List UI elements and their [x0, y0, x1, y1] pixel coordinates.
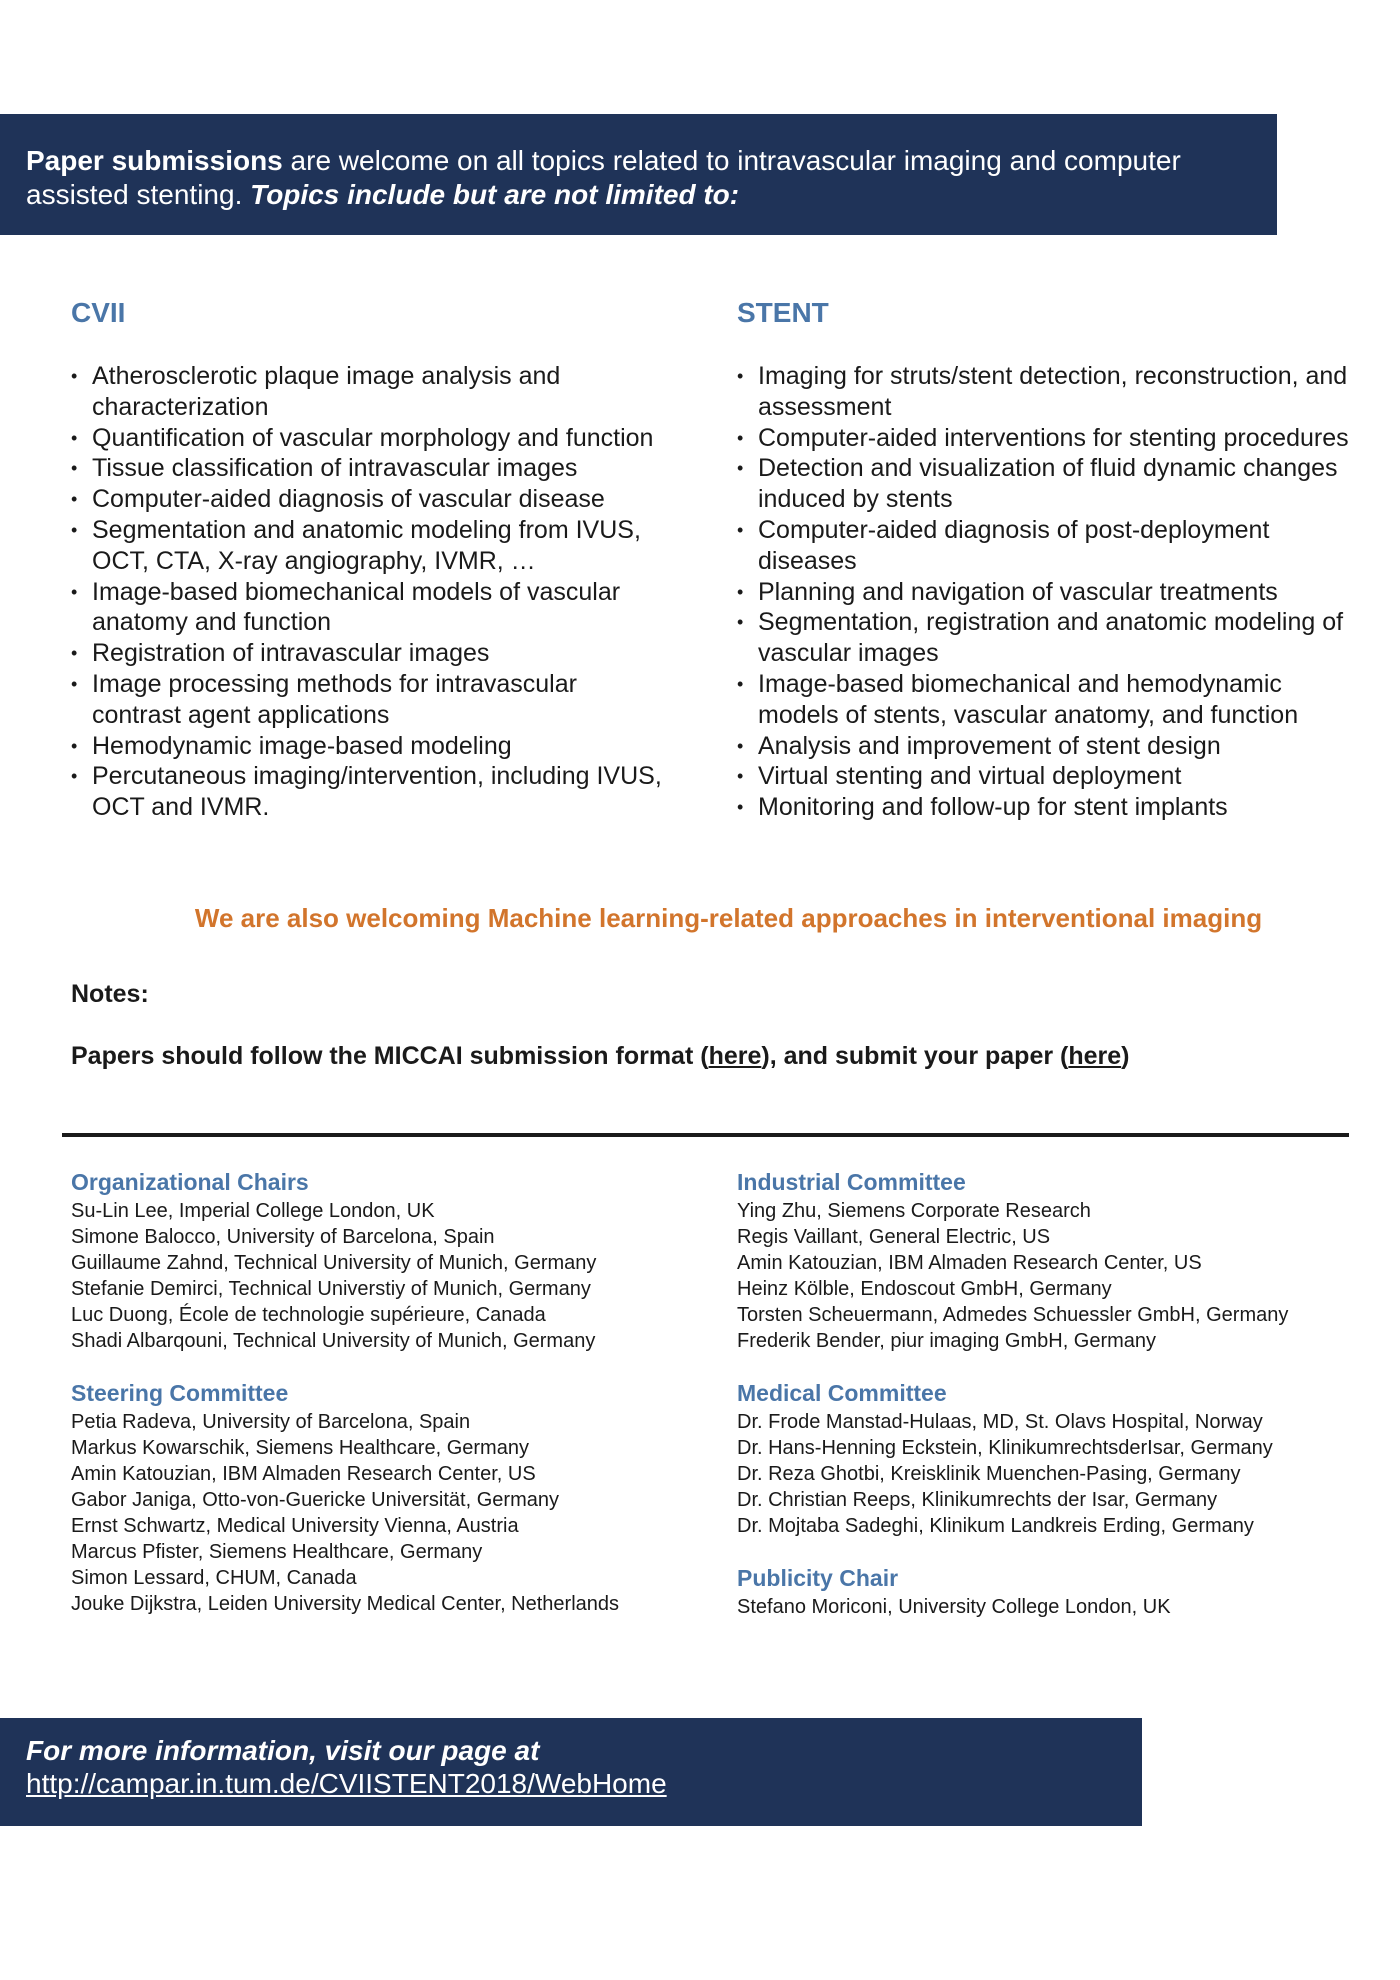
- cvii-topic-item: • Image processing methods for intravascular contrast agent applications: [71, 669, 671, 731]
- committee-member: Simon Lessard, CHUM, Canada: [71, 1567, 357, 1589]
- committee-member: Dr. Mojtaba Sadeghi, Klinikum Landkreis Erding, Germany: [737, 1515, 1254, 1537]
- committee-member: Gabor Janiga, Otto-von-Guericke Universität, Germany: [71, 1489, 559, 1511]
- cvii-topic-item: • Registration of intravascular images: [71, 638, 671, 669]
- industrial-committee-list: [737, 1198, 1377, 1354]
- notes-text-middle: ), and submit your paper (: [761, 1042, 1069, 1070]
- medical-committee-title: Medical Committee: [737, 1380, 947, 1406]
- medical-committee: [737, 1379, 1377, 1539]
- committee-member: Frederik Bender, piur imaging GmbH, Germany: [737, 1330, 1157, 1352]
- intro-banner: [0, 114, 1277, 235]
- cvii-topic-item: • Tissue classification of intravascular images: [71, 453, 671, 484]
- steering-committee-list: [71, 1409, 691, 1617]
- committee-member: Ernst Schwartz, Medical University Vienna, Austria: [71, 1515, 519, 1537]
- committee-member: Dr. Frode Manstad-Hulaas, MD, St. Olavs Hospital, Norway: [737, 1411, 1263, 1433]
- stent-topic-item: • Detection and visualization of fluid dynamic changes induced by stents: [737, 453, 1357, 515]
- stent-topic-item: • Computer-aided diagnosis of post-deployment diseases: [737, 515, 1357, 577]
- footer-lead: For more information, visit our page at: [26, 1735, 540, 1766]
- committee-member: Shadi Albarqouni, Technical University of Munich, Germany: [71, 1330, 596, 1352]
- committee-member: Stefanie Demirci, Technical Universtiy of Munich, Germany: [71, 1278, 591, 1300]
- committee-member: Guillaume Zahnd, Technical University of Munich, Germany: [71, 1252, 597, 1274]
- committee-member: Petia Radeva, University of Barcelona, Spain: [71, 1411, 471, 1433]
- medical-committee-list: [737, 1409, 1377, 1539]
- steering-committee-title: Steering Committee: [71, 1380, 289, 1406]
- committee-member: Dr. Christian Reeps, Klinikumrechts der Isar, Germany: [737, 1489, 1218, 1511]
- stent-topic-item: • Computer-aided interventions for stenting procedures: [737, 423, 1357, 454]
- stent-topic-item: • Analysis and improvement of stent design: [737, 731, 1357, 762]
- committee-member: Stefano Moriconi, University College London, UK: [737, 1596, 1171, 1618]
- committee-member: Torsten Scheuermann, Admedes Schuessler GmbH, Germany: [737, 1304, 1289, 1326]
- cvii-topic-item: • Atherosclerotic plaque image analysis and characterization: [71, 361, 671, 423]
- website-link[interactable]: http://campar.in.tum.de/CVIISTENT2018/WebHome: [26, 1768, 667, 1799]
- format-link[interactable]: here: [708, 1042, 762, 1070]
- committee-member: Jouke Dijkstra, Leiden University Medical Center, Netherlands: [71, 1593, 620, 1615]
- section-divider: [62, 1133, 1349, 1137]
- committee-member: Marcus Pfister, Siemens Healthcare, Germany: [71, 1541, 483, 1563]
- intro-italic: Topics include but are not limited to:: [250, 179, 740, 210]
- publicity-chair: [737, 1564, 1377, 1620]
- publicity-chair-list: [737, 1594, 1377, 1620]
- notes-label: Notes:: [71, 980, 149, 1008]
- stent-topic-item: • Monitoring and follow-up for stent implants: [737, 792, 1357, 823]
- committee-member: Markus Kowarschik, Siemens Healthcare, Germany: [71, 1437, 529, 1459]
- cvii-topic-item: • Hemodynamic image-based modeling: [71, 731, 671, 762]
- industrial-committee: [737, 1168, 1377, 1354]
- submit-link[interactable]: here: [1068, 1042, 1122, 1070]
- committee-member: Ying Zhu, Siemens Corporate Research: [737, 1200, 1091, 1222]
- intro-bold: Paper submissions: [26, 145, 283, 176]
- committee-member: Amin Katouzian, IBM Almaden Research Center, US: [737, 1252, 1202, 1274]
- notes-text: [71, 1042, 1130, 1071]
- notes-text-before: Papers should follow the MICCAI submission format (: [71, 1042, 709, 1070]
- cvii-topic-list: [71, 361, 671, 823]
- organizational-chairs-list: [71, 1198, 691, 1354]
- cvii-topic-item: • Percutaneous imaging/intervention, including IVUS, OCT and IVMR.: [71, 761, 671, 823]
- stent-topic-list: [737, 361, 1357, 823]
- committee-member: Dr. Reza Ghotbi, Kreisklinik Muenchen-Pasing, Germany: [737, 1463, 1241, 1485]
- stent-topic-item: • Imaging for struts/stent detection, reconstruction, and assessment: [737, 361, 1357, 423]
- footer-banner: [0, 1718, 1142, 1826]
- committee-member: Amin Katouzian, IBM Almaden Research Center, US: [71, 1463, 536, 1485]
- committee-member: Dr. Hans-Henning Eckstein, KlinikumrechtsderIsar, Germany: [737, 1437, 1273, 1459]
- intro-text: are welcome on all topics related to intravascular imaging and computer assisted stenting.: [26, 145, 1181, 210]
- stent-topic-item: • Virtual stenting and virtual deployment: [737, 761, 1357, 792]
- committee-member: Heinz Kölble, Endoscout GmbH, Germany: [737, 1278, 1112, 1300]
- steering-committee: [71, 1379, 691, 1617]
- stent-topic-item: • Image-based biomechanical and hemodynamic models of stents, vascular anatomy, and function: [737, 669, 1357, 731]
- organizational-chairs: [71, 1168, 691, 1354]
- stent-topic-item: • Planning and navigation of vascular treatments: [737, 577, 1357, 608]
- committee-member: Su-Lin Lee, Imperial College London, UK: [71, 1200, 435, 1222]
- cvii-topic-item: • Segmentation and anatomic modeling from IVUS, OCT, CTA, X-ray angiography, IVMR, …: [71, 515, 671, 577]
- stent-topic-item: • Segmentation, registration and anatomic modeling of vascular images: [737, 607, 1357, 669]
- publicity-chair-title: Publicity Chair: [737, 1565, 899, 1591]
- cvii-topic-item: • Quantification of vascular morphology and function: [71, 423, 671, 454]
- stent-heading: STENT: [737, 297, 829, 328]
- notes-text-after: ): [1121, 1042, 1130, 1070]
- committee-member: Luc Duong, École de technologie supérieure, Canada: [71, 1304, 546, 1326]
- organizational-chairs-title: Organizational Chairs: [71, 1169, 309, 1195]
- ml-welcome-note: We are also welcoming Machine learning-related approaches in interventional imaging: [194, 903, 1263, 933]
- industrial-committee-title: Industrial Committee: [737, 1169, 966, 1195]
- cvii-topic-item: • Image-based biomechanical models of vascular anatomy and function: [71, 577, 671, 639]
- committee-member: Simone Balocco, University of Barcelona, Spain: [71, 1226, 495, 1248]
- cvii-topic-item: • Computer-aided diagnosis of vascular disease: [71, 484, 671, 515]
- committee-member: Regis Vaillant, General Electric, US: [737, 1226, 1051, 1248]
- cvii-heading: CVII: [71, 297, 126, 328]
